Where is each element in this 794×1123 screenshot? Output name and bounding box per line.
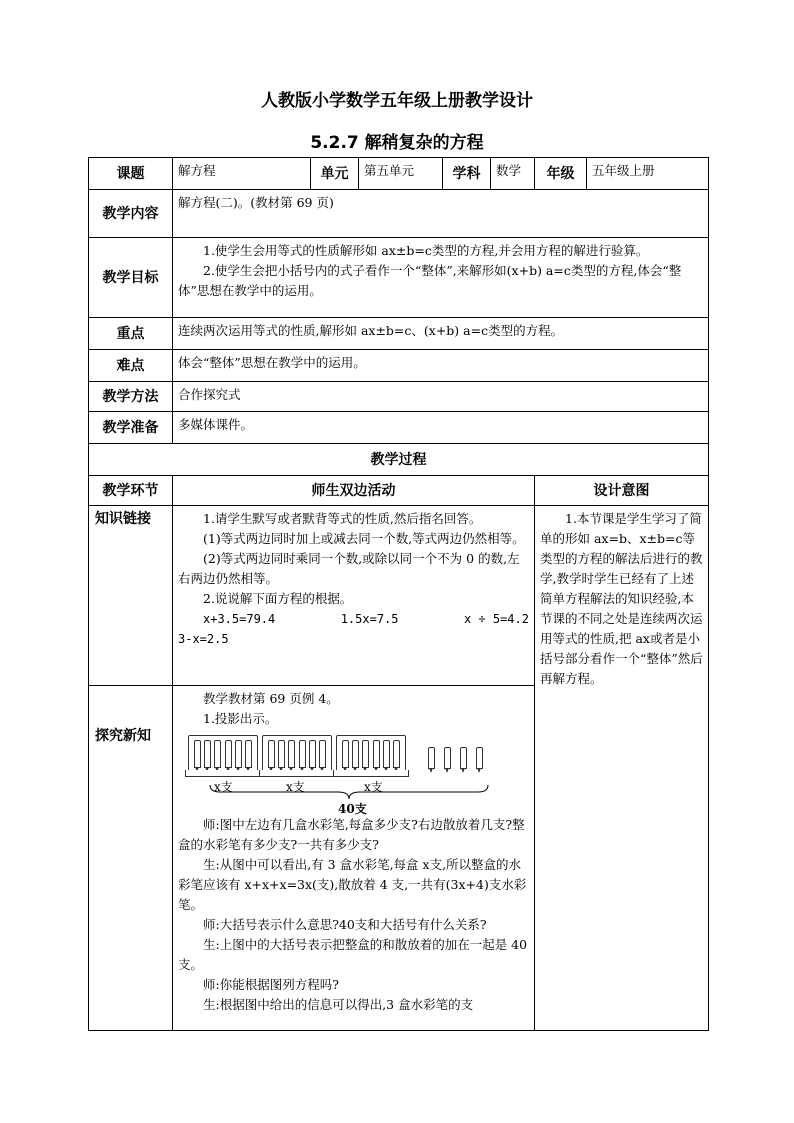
unit-label: 单元 bbox=[311, 158, 359, 190]
link-line-1: 1.请学生默写或者默背等式的性质,然后指名回答。 bbox=[203, 511, 482, 526]
loose-pens bbox=[428, 747, 483, 769]
content-label: 教学内容 bbox=[89, 190, 173, 238]
grade-label: 年级 bbox=[535, 158, 587, 190]
lesson-plan-table bbox=[88, 157, 709, 1031]
prep-label: 教学准备 bbox=[89, 412, 173, 444]
equation-1: x+3.5=79.4 bbox=[203, 612, 276, 626]
box-label-3: x支 bbox=[364, 780, 383, 794]
explore-line-8: 生:根据图中给出的信息可以得出,3 盒水彩笔的支 bbox=[203, 997, 474, 1012]
pen-box-3 bbox=[336, 735, 406, 775]
explore-line-2: 1.投影出示。 bbox=[203, 711, 278, 726]
explore-line-3: 师:图中左边有几盒水彩笔,每盒多少支?右边散放着几支?整盒的水彩笔有多少支?一共有多少支? bbox=[178, 817, 525, 852]
pen-box-1 bbox=[188, 735, 258, 775]
link-line-4: 2.说说解下面方程的根据。 bbox=[203, 591, 353, 606]
explore-line-6: 生:上图中的大括号表示把整盒的和散放着的加在一起是 40 支。 bbox=[178, 937, 528, 972]
subject-value: 数学 bbox=[491, 158, 535, 190]
col-activity-header: 师生双边活动 bbox=[173, 476, 535, 506]
topic-value: 解方程 bbox=[173, 158, 311, 190]
box-label-1: x支 bbox=[214, 780, 233, 794]
explore-line-4: 生:从图中可以看出,有 3 盒水彩笔,每盒 x支,所以整盒的水彩笔应该有 x+x+x=3x(支),散放着 4 支,一共有(3x+4)支水彩笔。 bbox=[178, 857, 527, 912]
difficulty-label: 难点 bbox=[89, 350, 173, 382]
goals-label: 教学目标 bbox=[89, 238, 173, 318]
link-line-2: (1)等式两边同时加上或减去同一个数,等式两边仍然相等。 bbox=[203, 531, 525, 546]
goal-2: 2.使学生会把小括号内的式子看作一个“整体”,来解形如(x+b) a=c类型的方程,体会“整体”思想在教学中的运用。 bbox=[178, 263, 682, 298]
link-line-3: (2)等式两边同时乘同一个数,或除以同一个不为 0 的数,左右两边仍然相等。 bbox=[178, 551, 520, 586]
process-title: 教学过程 bbox=[89, 444, 709, 476]
explore-line-7: 师:你能根据图列方程吗? bbox=[203, 977, 339, 992]
col-stage-header: 教学环节 bbox=[89, 476, 173, 506]
grade-value: 五年级上册 bbox=[587, 158, 709, 190]
total-label: 40支 bbox=[338, 802, 367, 816]
design-intent bbox=[535, 506, 709, 1031]
key-value: 连续两次运用等式的性质,解形如 ax±b=c、(x+b) a=c类型的方程。 bbox=[173, 318, 709, 350]
method-label: 教学方法 bbox=[89, 382, 173, 412]
explore-label: 探究新知 bbox=[89, 686, 173, 1031]
goal-1: 1.使学生会用等式的性质解形如 ax±b=c类型的方程,并会用方程的解进行验算。 bbox=[203, 243, 649, 258]
method-value: 合作探究式 bbox=[173, 382, 709, 412]
prep-value: 多媒体课件。 bbox=[173, 412, 709, 444]
document-title: 人教版小学数学五年级上册教学设计 bbox=[261, 91, 533, 111]
intent-text: 1.本节课是学生学习了简单的形如 ax=b、x±b=c等类型的方程的解法后进行的教学,教学时学生已经有了上述简单方程解法的知识经验,本节课的不同之处是连续两次运用等式的性质,把 ax或者是小括号部分看作一个“整体”然后再解方程。 bbox=[540, 511, 703, 686]
equation-4: 3-x=2.5 bbox=[178, 632, 229, 646]
key-label: 重点 bbox=[89, 318, 173, 350]
link-label: 知识链接 bbox=[89, 506, 173, 686]
pen-box-figure bbox=[178, 735, 529, 815]
topic-label: 课题 bbox=[89, 158, 173, 190]
col-intent-header: 设计意图 bbox=[535, 476, 709, 506]
difficulty-value: 体会“整体”思想在教学中的运用。 bbox=[173, 350, 709, 382]
pen-box-2 bbox=[262, 735, 332, 775]
equations-row bbox=[178, 609, 529, 629]
lesson-title: 5.2.7 解稍复杂的方程 bbox=[310, 133, 484, 153]
equation-2: 1.5x=7.5 bbox=[340, 612, 399, 626]
unit-value: 第五单元 bbox=[359, 158, 443, 190]
explore-line-1: 教学教材第 69 页例 4。 bbox=[203, 691, 339, 706]
explore-activity bbox=[173, 686, 535, 1031]
content-value: 解方程(二)。(教材第 69 页) bbox=[173, 190, 709, 238]
box-label-2: x支 bbox=[286, 780, 305, 794]
explore-line-5: 师:大括号表示什么意思?40支和大括号有什么关系? bbox=[203, 917, 487, 932]
goals-value bbox=[173, 238, 709, 318]
link-activity bbox=[173, 506, 535, 686]
subject-label: 学科 bbox=[443, 158, 491, 190]
equation-3: x ÷ 5=4.2 bbox=[463, 612, 529, 626]
